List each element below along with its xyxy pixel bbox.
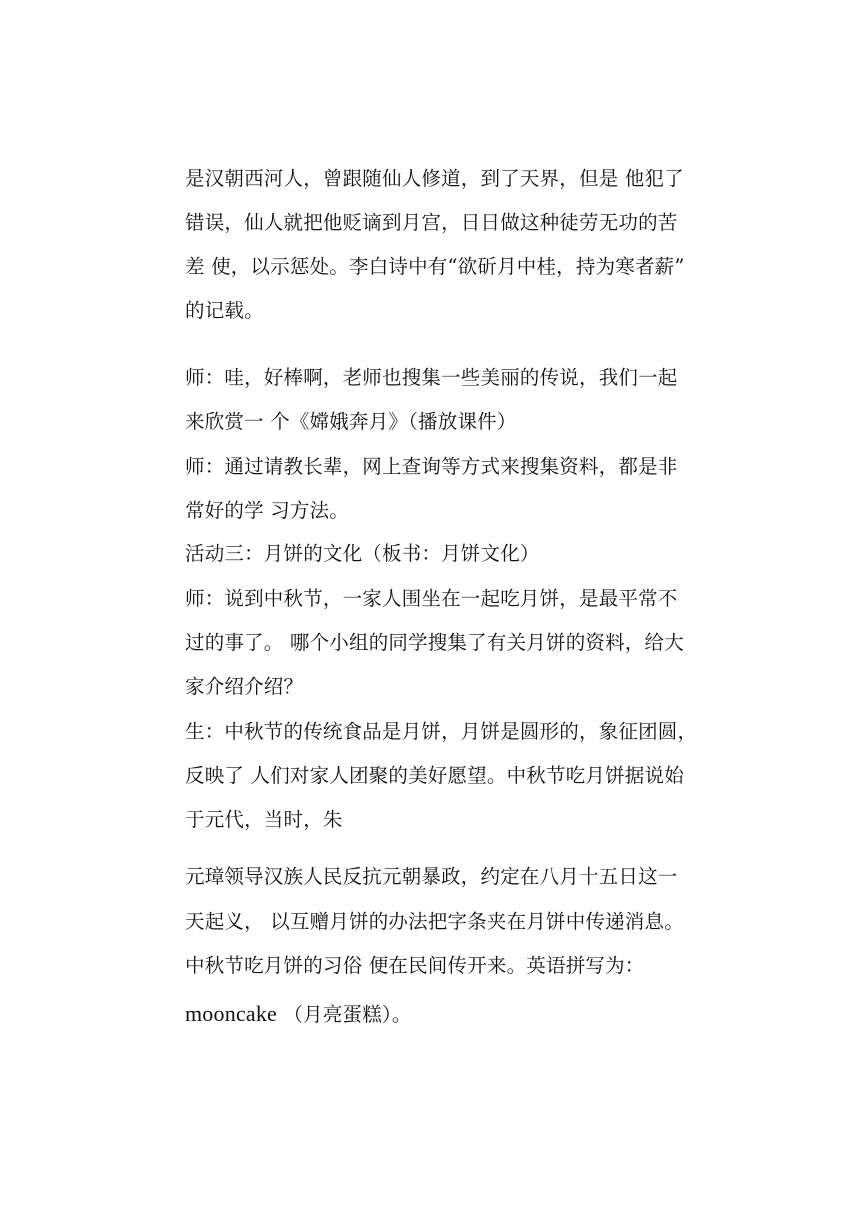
mooncake-translation: （月亮蛋糕）。: [277, 1003, 412, 1026]
activity-heading: 活动三：月饼的文化（板书：月饼文化）: [185, 542, 540, 565]
paragraph-7-line-4: [185, 998, 685, 1030]
paragraph-6-line-2: 反映了 人们对家人团聚的美好愿望。中秋节吃月饼据说始: [185, 764, 684, 787]
paragraph-7-line-1: 元璋领导汉族人民反抗元朝暴政，约定在八月十五日这一: [185, 865, 678, 888]
paragraph-6-line-3: 于元代，当时，朱: [185, 808, 343, 831]
paragraph-6-line-1: 生：中秋节的传统食品是月饼，月饼是圆形的，象征团圆，: [185, 720, 698, 743]
paragraph-7-line-3: 中秋节吃月饼的习俗 便在民间传开来。英语拼写为：: [185, 954, 645, 977]
paragraph-7-line-2: 天起义， 以互赠月饼的办法把字条夹在月饼中传递消息。: [185, 910, 684, 933]
paragraph-1-line-2: 错误，仙人就把他贬谪到月宫，日日做这种徒劳无功的苦: [185, 211, 678, 234]
paragraph-1-line-1: 是汉朝西河人，曾跟随仙人修道，到了天界，但是 他犯了: [185, 167, 684, 190]
paragraph-3-line-2: 常好的学 习方法。: [185, 499, 349, 522]
paragraph-5-line-1: 师：说到中秋节，一家人围坐在一起吃月饼，是最平常不: [185, 587, 678, 610]
paragraph-1-line-4: 的记载。: [185, 299, 264, 322]
paragraph-2-line-2: 来欣赏一 个《嫦娥奔月》（播放课件）: [185, 410, 517, 433]
paragraph-3-line-1: 师：通过请教长辈，网上查询等方式来搜集资料，都是非: [185, 455, 678, 478]
paragraph-2-line-1: 师：哇，好棒啊，老师也搜集一些美丽的传说，我们一起: [185, 366, 678, 389]
english-word-mooncake: mooncake: [185, 1001, 278, 1026]
paragraph-1-line-3: 差 使，以示惩处。李白诗中有“欲斫月中桂，持为寒者薪”: [185, 255, 685, 278]
paragraph-5-line-2: 过的事了。 哪个小组的同学搜集了有关月饼的资料，给大: [185, 631, 684, 654]
paragraph-5-line-3: 家介绍介绍？: [185, 675, 304, 698]
